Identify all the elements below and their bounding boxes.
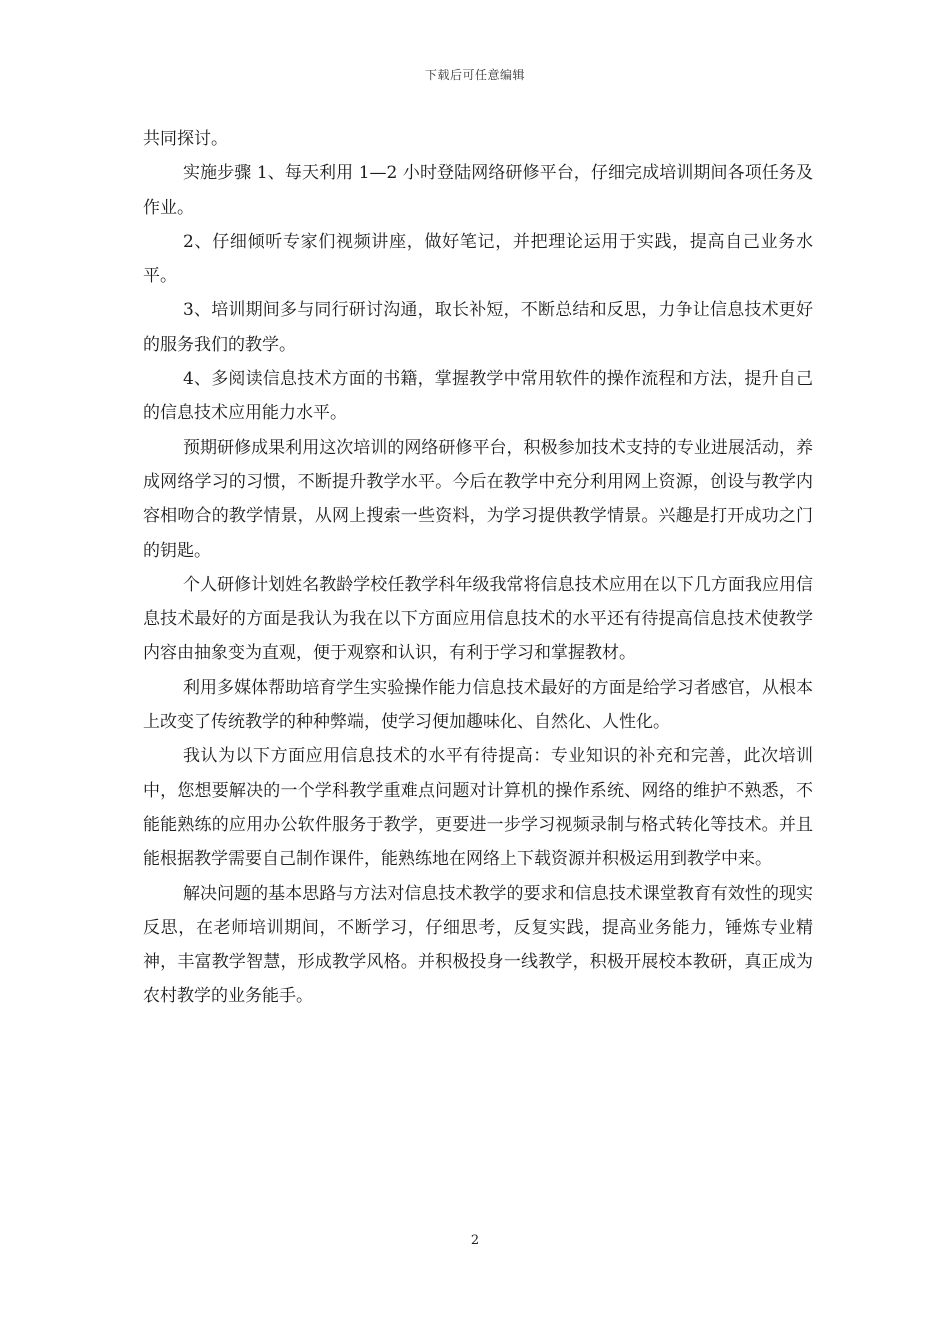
document-body xyxy=(143,122,813,1014)
page-number: 2 xyxy=(470,1233,480,1248)
paragraph-step-4: 4、多阅读信息技术方面的书籍，掌握教学中常用软件的操作流程和方法，提升自己的信息技术应用能力水平。 xyxy=(143,369,813,424)
paragraph-solutions: 解决问题的基本思路与方法对信息技术教学的要求和信息技术课堂教育有效性的现实反思，在老师培训期间，不断学习，仔细思考，反复实践，提高业务能力，锤炼专业精神，丰富教学智慧，形成教学风格。并积极投身一线教学，积极开展校本教研，真正成为农村教学的业务能手。 xyxy=(143,883,813,1007)
paragraph-step-1: 实施步骤 1、每天利用 1—2 小时登陆网络研修平台，仔细完成培训期间各项任务及作业。 xyxy=(143,163,813,218)
paragraph-areas-to-improve: 我认为以下方面应用信息技术的水平有待提高：专业知识的补充和完善，此次培训中，您想要解决的一个学科教学重难点问题对计算机的操作系统、网络的维护不熟悉，不能能熟练的应用办公软件服务于教学，更要进一步学习视频录制与格式转化等技术。并且能根据教学需要自己制作课件，能熟练地在网络上下载资源并积极运用到教学中来。 xyxy=(143,746,813,870)
paragraph-step-3: 3、培训期间多与同行研讨沟通，取长补短，不断总结和反思，力争让信息技术更好的服务我们的教学。 xyxy=(143,300,813,355)
paragraph-expected-results: 预期研修成果利用这次培训的网络研修平台，积极参加技术支持的专业进展活动，养成网络学习的习惯，不断提升教学水平。今后在教学中充分利用网上资源，创设与教学内容相吻合的教学情景，从网上搜索一些资料，为学习提供教学情景。兴趣是打开成功之门的钥匙。 xyxy=(143,437,813,561)
page-header: 下载后可任意编辑 xyxy=(424,68,525,82)
paragraph-step-2: 2、仔细倾听专家们视频讲座，做好笔记，并把理论运用于实践，提高自己业务水平。 xyxy=(143,231,813,287)
paragraph-personal-plan: 个人研修计划姓名教龄学校任教学科年级我常将信息技术应用在以下几方面我应用信息技术最好的方面是我认为我在以下方面应用信息技术的水平还有待提高信息技术使教学内容由抽象变为直观，便于观察和认识，有利于学习和掌握教材。 xyxy=(143,574,813,664)
paragraph-continuation: 共同探讨。 xyxy=(143,129,228,149)
paragraph-multimedia: 利用多媒体帮助培育学生实验操作能力信息技术最好的方面是给学习者感官，从根本上改变了传统教学的种种弊端，使学习便加趣味化、自然化、人性化。 xyxy=(143,677,813,733)
